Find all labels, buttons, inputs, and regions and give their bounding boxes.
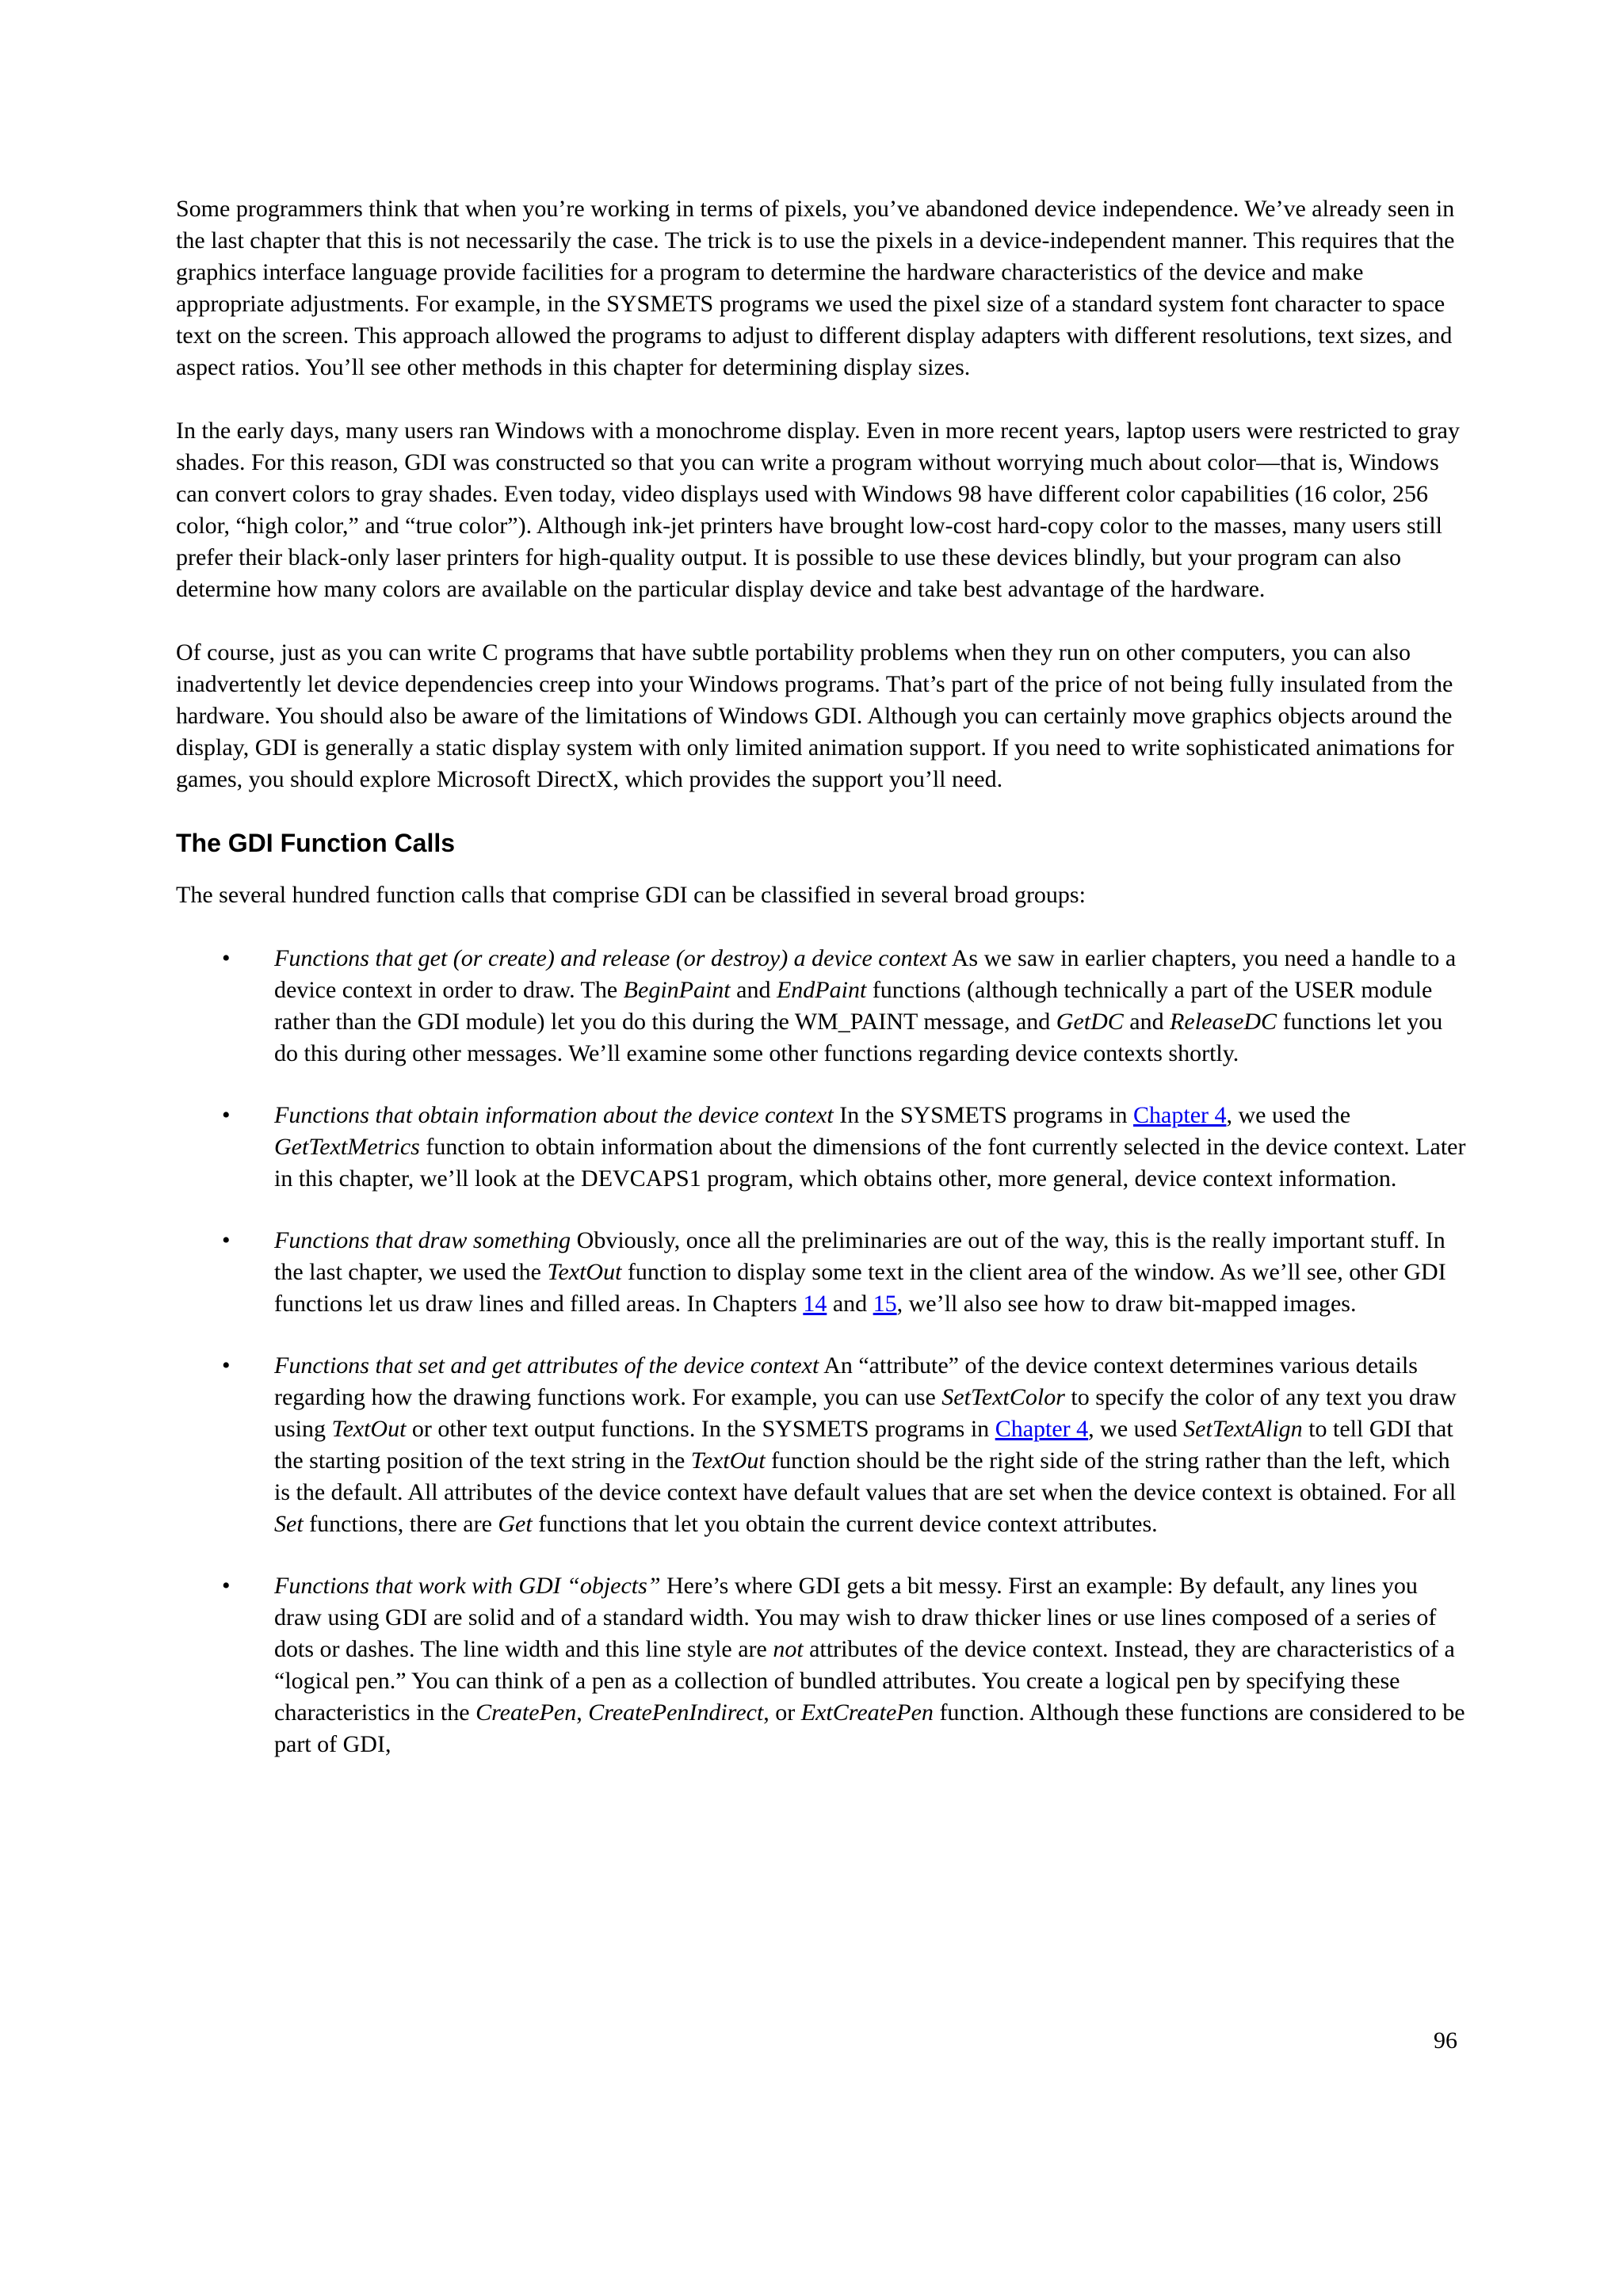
item-text: functions let you do this during other messages. We’ll examine some other functions regarding device contexts shortly. xyxy=(274,1009,1443,1066)
function-name: ReleaseDC xyxy=(1170,1009,1277,1035)
function-name: TextOut xyxy=(547,1259,622,1285)
page-number: 96 xyxy=(1434,2027,1457,2054)
function-name: SetTextAlign xyxy=(1183,1416,1303,1442)
function-name: ExtCreatePen xyxy=(800,1699,934,1726)
paragraph: Some programmers think that when you’re working in terms of pixels, you’ve abandoned device independence. We’ve already seen in the last chapter that this is not necessarily the case. The trick is to use the pixels in a device-independent manner. This requires that the graphics interface language provide facilities for a program to determine the hardware characteristics of the device and make appropriate adjustments. For example, in the SYSMETS programs we used the pixel size of a standard system font character to space text on the screen. This approach allowed the programs to adjust to different display adapters with different resolutions, text sizes, and aspect ratios. You’ll see other methods in this chapter for determining display sizes. xyxy=(176,196,1455,380)
item-text: and xyxy=(827,1291,873,1317)
item-text: An “attribute” of the device context determines various details regarding how the drawing functions work. For example, you can use xyxy=(274,1352,1418,1410)
item-text: function to display some text in the client area of the window. As we’ll see, other GDI functions let us draw lines and filled areas. In Chapters xyxy=(274,1259,1446,1317)
function-name: GetTextMetrics xyxy=(274,1134,420,1160)
item-text: function to obtain information about the dimensions of the font currently selected in the device context. Later in this chapter, we’ll look at the DEVCAPS1 program, which obtains other, more general, device context information. xyxy=(274,1134,1466,1192)
document-page xyxy=(176,193,1468,1791)
bullet-icon: • xyxy=(222,1227,231,1253)
item-text: attributes of the device context. Instead, they are characteristics of a “logical pen.” You can think of a pen as a collection of bundled attributes. You create a logical pen by specifying these characteristics in the xyxy=(274,1636,1455,1726)
list-item xyxy=(176,943,1468,1070)
function-name: GetDC xyxy=(1056,1009,1124,1035)
item-text: and xyxy=(730,977,777,1003)
paragraph: Of course, just as you can write C programs that have subtle portability problems when they run on other computers, you can also inadvertently let device dependencies creep into your Windows programs. That’s part of the price of not being fully insulated from the hardware. You should also be aware of the limitations of Windows GDI. Although you can certainly move graphics objects around the display, GDI is generally a static display system with only limited animation support. If you need to write sophisticated animations for games, you should explore Microsoft DirectX, which provides the support you’ll need. xyxy=(176,639,1454,792)
section-intro: The several hundred function calls that comprise GDI can be classified in several broad groups: xyxy=(176,882,1086,908)
section-heading: The GDI Function Calls xyxy=(176,829,456,857)
bullet-icon: • xyxy=(222,945,231,971)
list-item xyxy=(176,1100,1468,1195)
item-text: , xyxy=(576,1699,589,1726)
item-lead: Functions that set and get attributes of the device context xyxy=(274,1352,819,1379)
function-name: Get xyxy=(498,1511,533,1537)
item-text: In the SYSMETS programs in xyxy=(833,1102,1134,1128)
chapter-4-link[interactable]: Chapter 4 xyxy=(1133,1102,1227,1128)
emphasis: not xyxy=(773,1636,804,1662)
item-text: Here’s where GDI gets a bit messy. First an example: By default, any lines you draw using GDI are solid and of a standard width. You may wish to draw thicker lines or use lines composed of a series of dots or dashes. The line width and this line style are xyxy=(274,1573,1437,1662)
item-lead: Functions that obtain information about the device context xyxy=(274,1102,834,1128)
item-text: or other text output functions. In the SYSMETS programs in xyxy=(406,1416,995,1442)
chapter-14-link[interactable]: 14 xyxy=(803,1291,827,1317)
item-text: , or xyxy=(763,1699,801,1726)
item-text: , we used the xyxy=(1226,1102,1351,1128)
item-text: As we saw in earlier chapters, you need a handle to a device context in order to draw. The xyxy=(274,945,1457,1003)
list-item xyxy=(176,1350,1468,1540)
function-name: TextOut xyxy=(331,1416,407,1442)
function-name: EndPaint xyxy=(776,977,867,1003)
item-lead: Functions that get (or create) and release (or destroy) a device context xyxy=(274,945,947,971)
item-text: function. Although these functions are considered to be part of GDI, xyxy=(274,1699,1465,1757)
function-group-list xyxy=(176,943,1468,1760)
item-text: functions (although technically a part of the USER module rather than the GDI module) let you do this during the WM_PAINT message, and xyxy=(274,977,1433,1035)
item-text: to specify the color of any text you draw using xyxy=(274,1384,1457,1442)
paragraph: In the early days, many users ran Windows with a monochrome display. Even in more recent years, laptop users were restricted to gray shades. For this reason, GDI was constructed so that you can write a program without worrying much about color—that is, Windows can convert colors to gray shades. Even today, video displays used with Windows 98 have different color capabilities (16 color, 256 color, “high color,” and “true color”). Although ink-jet printers have brought low-cost hard-copy color to the masses, many users still prefer their black-only laser printers for high-quality output. It is possible to use these devices blindly, but your program can also determine how many colors are available on the particular display device and take best advantage of the hardware. xyxy=(176,418,1460,602)
function-name: BeginPaint xyxy=(623,977,731,1003)
bullet-icon: • xyxy=(222,1102,231,1128)
function-name: Set xyxy=(274,1511,304,1537)
list-item xyxy=(176,1570,1468,1760)
function-name: TextOut xyxy=(690,1447,766,1474)
item-text: function should be the right side of the string rather than the left, which is the default. All attributes of the device context have default values that are set when the device context is obtained. For all xyxy=(274,1447,1457,1505)
item-text: to tell GDI that the starting position of the text string in the xyxy=(274,1416,1453,1474)
bullet-icon: • xyxy=(222,1573,231,1599)
bullet-icon: • xyxy=(222,1352,231,1379)
chapter-15-link[interactable]: 15 xyxy=(873,1291,897,1317)
function-name: SetTextColor xyxy=(941,1384,1065,1410)
item-text: Obviously, once all the preliminaries are out of the way, this is the really important stuff. In the last chapter, we used the xyxy=(274,1227,1445,1285)
item-text: functions, there are xyxy=(303,1511,498,1537)
item-lead: Functions that work with GDI “objects” xyxy=(274,1573,661,1599)
item-text: , we’ll also see how to draw bit-mapped images. xyxy=(896,1291,1357,1317)
item-text: functions that let you obtain the current device context attributes. xyxy=(532,1511,1158,1537)
chapter-4-link[interactable]: Chapter 4 xyxy=(995,1416,1089,1442)
function-name: CreatePenIndirect xyxy=(588,1699,764,1726)
function-name: CreatePen xyxy=(475,1699,577,1726)
item-text: and xyxy=(1123,1009,1170,1035)
list-item xyxy=(176,1225,1468,1320)
item-text: , we used xyxy=(1088,1416,1184,1442)
item-lead: Functions that draw something xyxy=(274,1227,571,1253)
